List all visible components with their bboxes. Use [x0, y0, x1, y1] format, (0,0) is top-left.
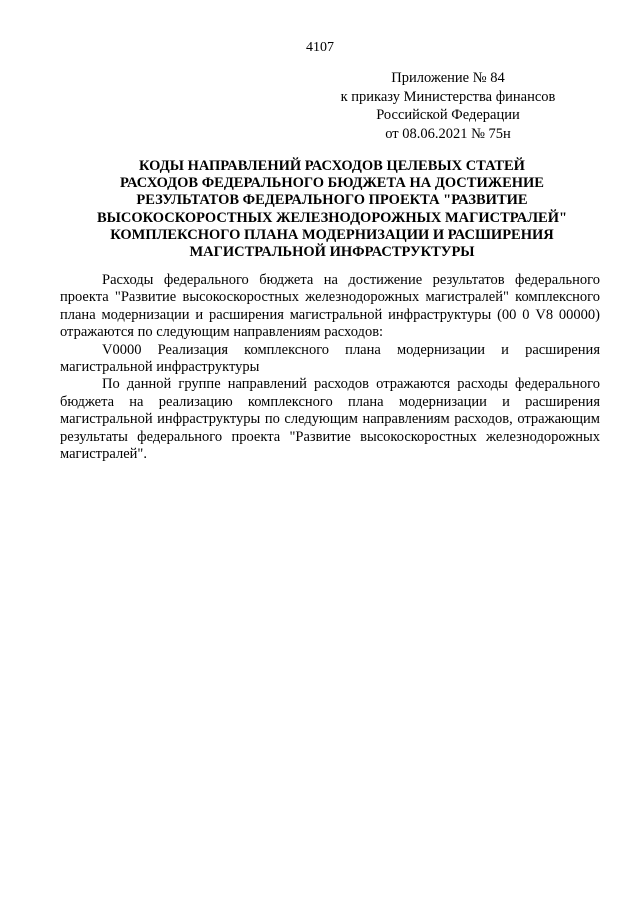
title-line: РЕЗУЛЬТАТОВ ФЕДЕРАЛЬНОГО ПРОЕКТА "РАЗВИТИЕ: [136, 192, 528, 209]
appendix-country: Российской Федерации: [376, 107, 520, 123]
document-title: [72, 158, 592, 261]
title-line: КОДЫ НАПРАВЛЕНИЙ РАСХОДОВ ЦЕЛЕВЫХ СТАТЕЙ: [139, 158, 525, 174]
appendix-order-reference: к приказу Министерства финансов: [340, 88, 556, 105]
title-line: ВЫСОКОСКОРОСТНЫХ ЖЕЛЕЗНОДОРОЖНЫХ МАГИСТРАЛЕЙ": [96, 209, 568, 226]
page-number: 4107: [306, 40, 334, 55]
appendix-number: Приложение № 84: [391, 70, 505, 86]
body-paragraph-code: V0000 Реализация комплексного плана модернизации и расширения магистральной инфраструктуры: [60, 341, 600, 376]
title-line: МАГИСТРАЛЬНОЙ ИНФРАСТРУКТУРЫ: [189, 244, 475, 261]
document-body: [60, 272, 600, 463]
appendix-header: [330, 69, 566, 143]
body-paragraph-description: По данной группе направлений расходов отражаются расходы федерального бюджета на реализацию комплексного плана модернизации и расширения магистральной инфраструктуры по следующим направлениям расходов, отражающим результаты федерального проекта "Развитие высокоскоростных железнодорожных магистралей".: [60, 376, 600, 463]
body-paragraph-intro: Расходы федерального бюджета на достижение результатов федерального проекта "Развитие высокоскоростных железнодорожных магистралей" комплексного плана модернизации и расширения магистральной инфраструктуры (00 0 V8 00000) отражаются по следующим направлениям расходов:: [60, 272, 600, 341]
title-line: КОМПЛЕКСНОГО ПЛАНА МОДЕРНИЗАЦИИ И РАСШИРЕНИЯ: [110, 226, 554, 243]
title-line: РАСХОДОВ ФЕДЕРАЛЬНОГО БЮДЖЕТА НА ДОСТИЖЕНИЕ: [120, 175, 544, 192]
appendix-order-date: от 08.06.2021 № 75н: [385, 125, 511, 142]
